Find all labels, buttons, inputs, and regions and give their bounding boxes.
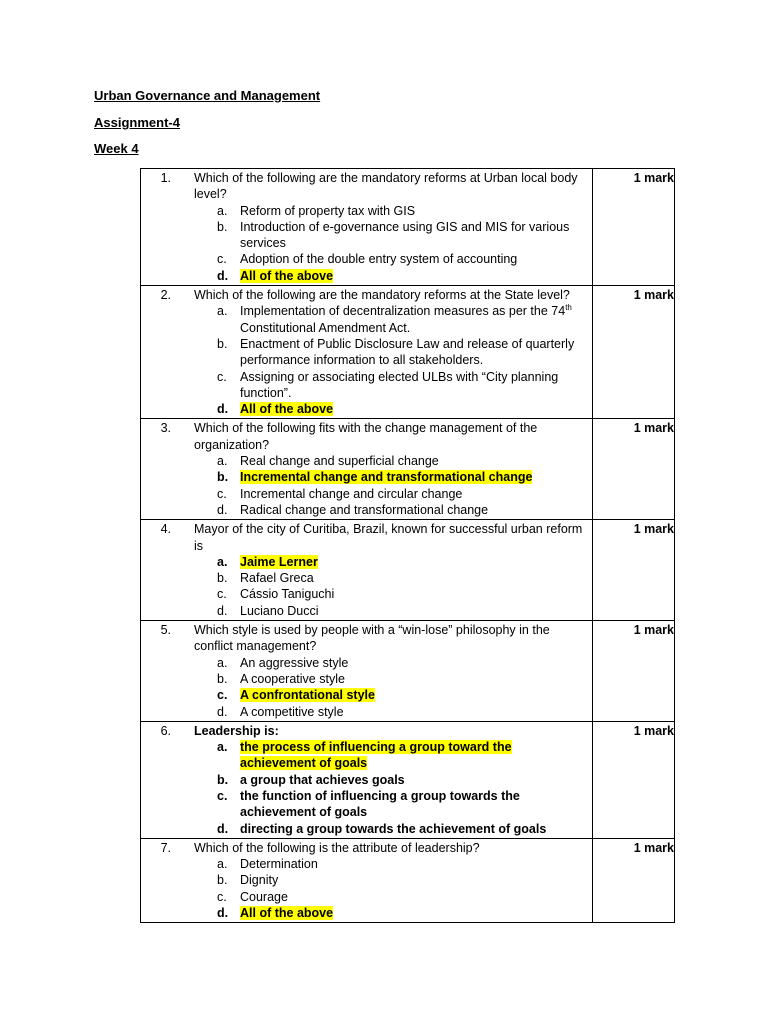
marks-cell (593, 419, 675, 520)
option-text (240, 570, 592, 586)
correct-answer-text (240, 554, 592, 570)
option-letter: a. (217, 857, 228, 872)
option-text (240, 872, 592, 888)
option-superscript: th (565, 303, 572, 313)
correct-answer-text (240, 268, 592, 284)
option-letter: b. (217, 571, 228, 586)
answer-option (141, 502, 592, 518)
question-line (141, 723, 592, 739)
answer-option (141, 469, 592, 485)
question-cell (141, 419, 593, 520)
option-text-main: the function of influencing a group towards the achievement of goals (240, 788, 520, 820)
option-text-main: Jaime Lerner (240, 554, 318, 569)
option-text (240, 889, 592, 905)
question-row (141, 520, 675, 621)
answer-option (141, 603, 592, 619)
marks-label: 1 mark (633, 723, 674, 738)
option-letter: b. (217, 772, 229, 787)
option-letter: c. (217, 587, 227, 602)
option-text-main: Rafael Greca (240, 571, 314, 586)
question-text: Which of the following fits with the change management of the organization? (194, 421, 538, 452)
document-title: Urban Governance and Management (94, 88, 321, 103)
questions-table-body (141, 169, 675, 923)
question-cell (141, 621, 593, 722)
correct-answer-text (240, 739, 592, 772)
question-number: 3. (160, 421, 171, 436)
answer-option (141, 704, 592, 720)
option-letter: a. (217, 655, 228, 670)
marks-cell (593, 169, 675, 286)
answer-option (141, 905, 592, 921)
answer-option (141, 554, 592, 570)
answer-option (141, 251, 592, 267)
question-line (141, 420, 592, 453)
option-text (240, 821, 592, 837)
option-letter: c. (217, 688, 228, 703)
option-text (240, 251, 592, 267)
answer-option (141, 655, 592, 671)
option-text (240, 219, 592, 252)
question-number: 6. (160, 723, 171, 738)
option-text (240, 655, 592, 671)
option-text-main: A confrontational style (240, 688, 375, 703)
marks-cell (593, 520, 675, 621)
option-letter: b. (217, 219, 228, 234)
correct-answer-text (240, 469, 592, 485)
answer-option (141, 401, 592, 417)
question-number: 2. (160, 288, 171, 303)
option-letter: d. (217, 268, 229, 283)
option-text (240, 856, 592, 872)
option-letter: d. (217, 603, 228, 618)
option-text-main: Real change and superficial change (240, 454, 439, 469)
answer-option (141, 872, 592, 888)
option-text (240, 369, 592, 402)
option-text-main: a group that achieves goals (240, 772, 405, 787)
option-text (240, 603, 592, 619)
option-text-main: An aggressive style (240, 655, 349, 670)
option-text-main: Radical change and transformational change (240, 502, 489, 517)
question-number: 7. (160, 840, 171, 855)
answer-option (141, 788, 592, 821)
marks-label: 1 mark (633, 288, 674, 303)
answer-option (141, 268, 592, 284)
option-letter: b. (217, 470, 229, 485)
answer-option (141, 486, 592, 502)
option-text-main: Incremental change and transformational change (240, 470, 533, 485)
option-text (240, 502, 592, 518)
question-row (141, 286, 675, 419)
question-cell (141, 838, 593, 922)
question-row (141, 169, 675, 286)
answer-option (141, 821, 592, 837)
answer-option (141, 453, 592, 469)
answer-option (141, 739, 592, 772)
option-letter: c. (217, 369, 227, 384)
question-row (141, 419, 675, 520)
option-text (240, 486, 592, 502)
option-text-main: Courage (240, 889, 288, 904)
option-letter: d. (217, 906, 229, 921)
question-cell (141, 721, 593, 838)
option-text (240, 336, 592, 369)
option-letter: d. (217, 821, 229, 836)
marks-cell (593, 838, 675, 922)
option-text-main: All of the above (240, 268, 334, 283)
question-text: Which of the following is the attribute of leadership? (194, 840, 480, 855)
question-text: Mayor of the city of Curitiba, Brazil, known for successful urban reform is (194, 522, 583, 553)
question-number: 5. (160, 623, 171, 638)
answer-option (141, 369, 592, 402)
option-text-main: Assigning or associating elected ULBs with “City planning function”. (240, 369, 559, 400)
option-letter: a. (217, 454, 228, 469)
option-text-main: Incremental change and circular change (240, 486, 463, 501)
question-line (141, 521, 592, 554)
question-number: 4. (160, 522, 171, 537)
answer-option (141, 772, 592, 788)
question-number: 1. (160, 171, 171, 185)
option-letter: a. (217, 554, 228, 569)
answer-option (141, 336, 592, 369)
question-row (141, 721, 675, 838)
marks-label: 1 mark (633, 421, 674, 436)
option-text-main: Implementation of decentralization measures as per the 74 (240, 304, 566, 319)
question-text: Leadership is: (194, 723, 279, 738)
option-text (240, 303, 592, 336)
correct-answer-text (240, 905, 592, 921)
option-text-after: Constitutional Amendment Act. (240, 320, 411, 335)
question-line (141, 170, 592, 203)
question-line (141, 287, 592, 303)
option-letter: a. (217, 304, 228, 319)
option-letter: c. (217, 486, 227, 501)
option-text-main: Enactment of Public Disclosure Law and release of quarterly performance information to all stakeholders. (240, 336, 575, 368)
assignment-label: Assignment-4 (94, 115, 180, 130)
option-text-main: Determination (240, 857, 318, 872)
week-label: Week 4 (94, 141, 139, 156)
marks-cell (593, 721, 675, 838)
option-text (240, 788, 592, 821)
answer-option (141, 856, 592, 872)
option-text (240, 203, 592, 219)
question-line (141, 840, 592, 856)
option-letter: c. (217, 252, 227, 267)
option-text-main: All of the above (240, 906, 334, 921)
option-text-main: directing a group towards the achievement of goals (240, 821, 547, 836)
answer-option (141, 671, 592, 687)
option-text (240, 704, 592, 720)
option-letter: c. (217, 788, 228, 803)
option-text-main: Cássio Taniguchi (240, 587, 335, 602)
marks-label: 1 mark (633, 522, 674, 537)
option-letter: b. (217, 873, 228, 888)
option-text (240, 586, 592, 602)
option-text-main: the process of influencing a group toward the achievement of goals (240, 740, 512, 771)
option-letter: b. (217, 671, 228, 686)
answer-option (141, 203, 592, 219)
option-text-main: All of the above (240, 402, 334, 417)
option-text-main: Reform of property tax with GIS (240, 203, 416, 218)
marks-label: 1 mark (633, 623, 674, 638)
question-text: Which style is used by people with a “win-lose” philosophy in the conflict management? (194, 623, 550, 654)
option-letter: d. (217, 502, 228, 517)
question-cell (141, 169, 593, 286)
option-text (240, 671, 592, 687)
option-text-main: Adoption of the double entry system of accounting (240, 252, 518, 267)
marks-cell (593, 286, 675, 419)
option-letter: c. (217, 889, 227, 904)
answer-option (141, 303, 592, 336)
correct-answer-text (240, 401, 592, 417)
question-row (141, 621, 675, 722)
option-text-main: Luciano Ducci (240, 603, 319, 618)
option-letter: d. (217, 704, 228, 719)
marks-label: 1 mark (633, 840, 674, 855)
option-text-main: A competitive style (240, 704, 344, 719)
marks-label: 1 mark (633, 171, 674, 185)
option-text-main: Introduction of e-governance using GIS and MIS for various services (240, 219, 570, 251)
question-cell (141, 520, 593, 621)
correct-answer-text (240, 687, 592, 703)
question-cell (141, 286, 593, 419)
marks-cell (593, 621, 675, 722)
option-letter: d. (217, 402, 229, 417)
question-text: Which of the following are the mandatory reforms at Urban local body level? (194, 171, 578, 202)
option-letter: b. (217, 336, 228, 351)
option-letter: a. (217, 203, 228, 218)
option-text (240, 772, 592, 788)
answer-option (141, 586, 592, 602)
question-row (141, 838, 675, 922)
question-line (141, 622, 592, 655)
option-letter: a. (217, 740, 228, 755)
answer-option (141, 219, 592, 252)
option-text-main: Dignity (240, 873, 279, 888)
answer-option (141, 687, 592, 703)
question-text: Which of the following are the mandatory reforms at the State level? (194, 288, 570, 303)
answer-option (141, 570, 592, 586)
option-text-main: A cooperative style (240, 671, 345, 686)
questions-table (140, 168, 675, 923)
option-text (240, 453, 592, 469)
answer-option (141, 889, 592, 905)
